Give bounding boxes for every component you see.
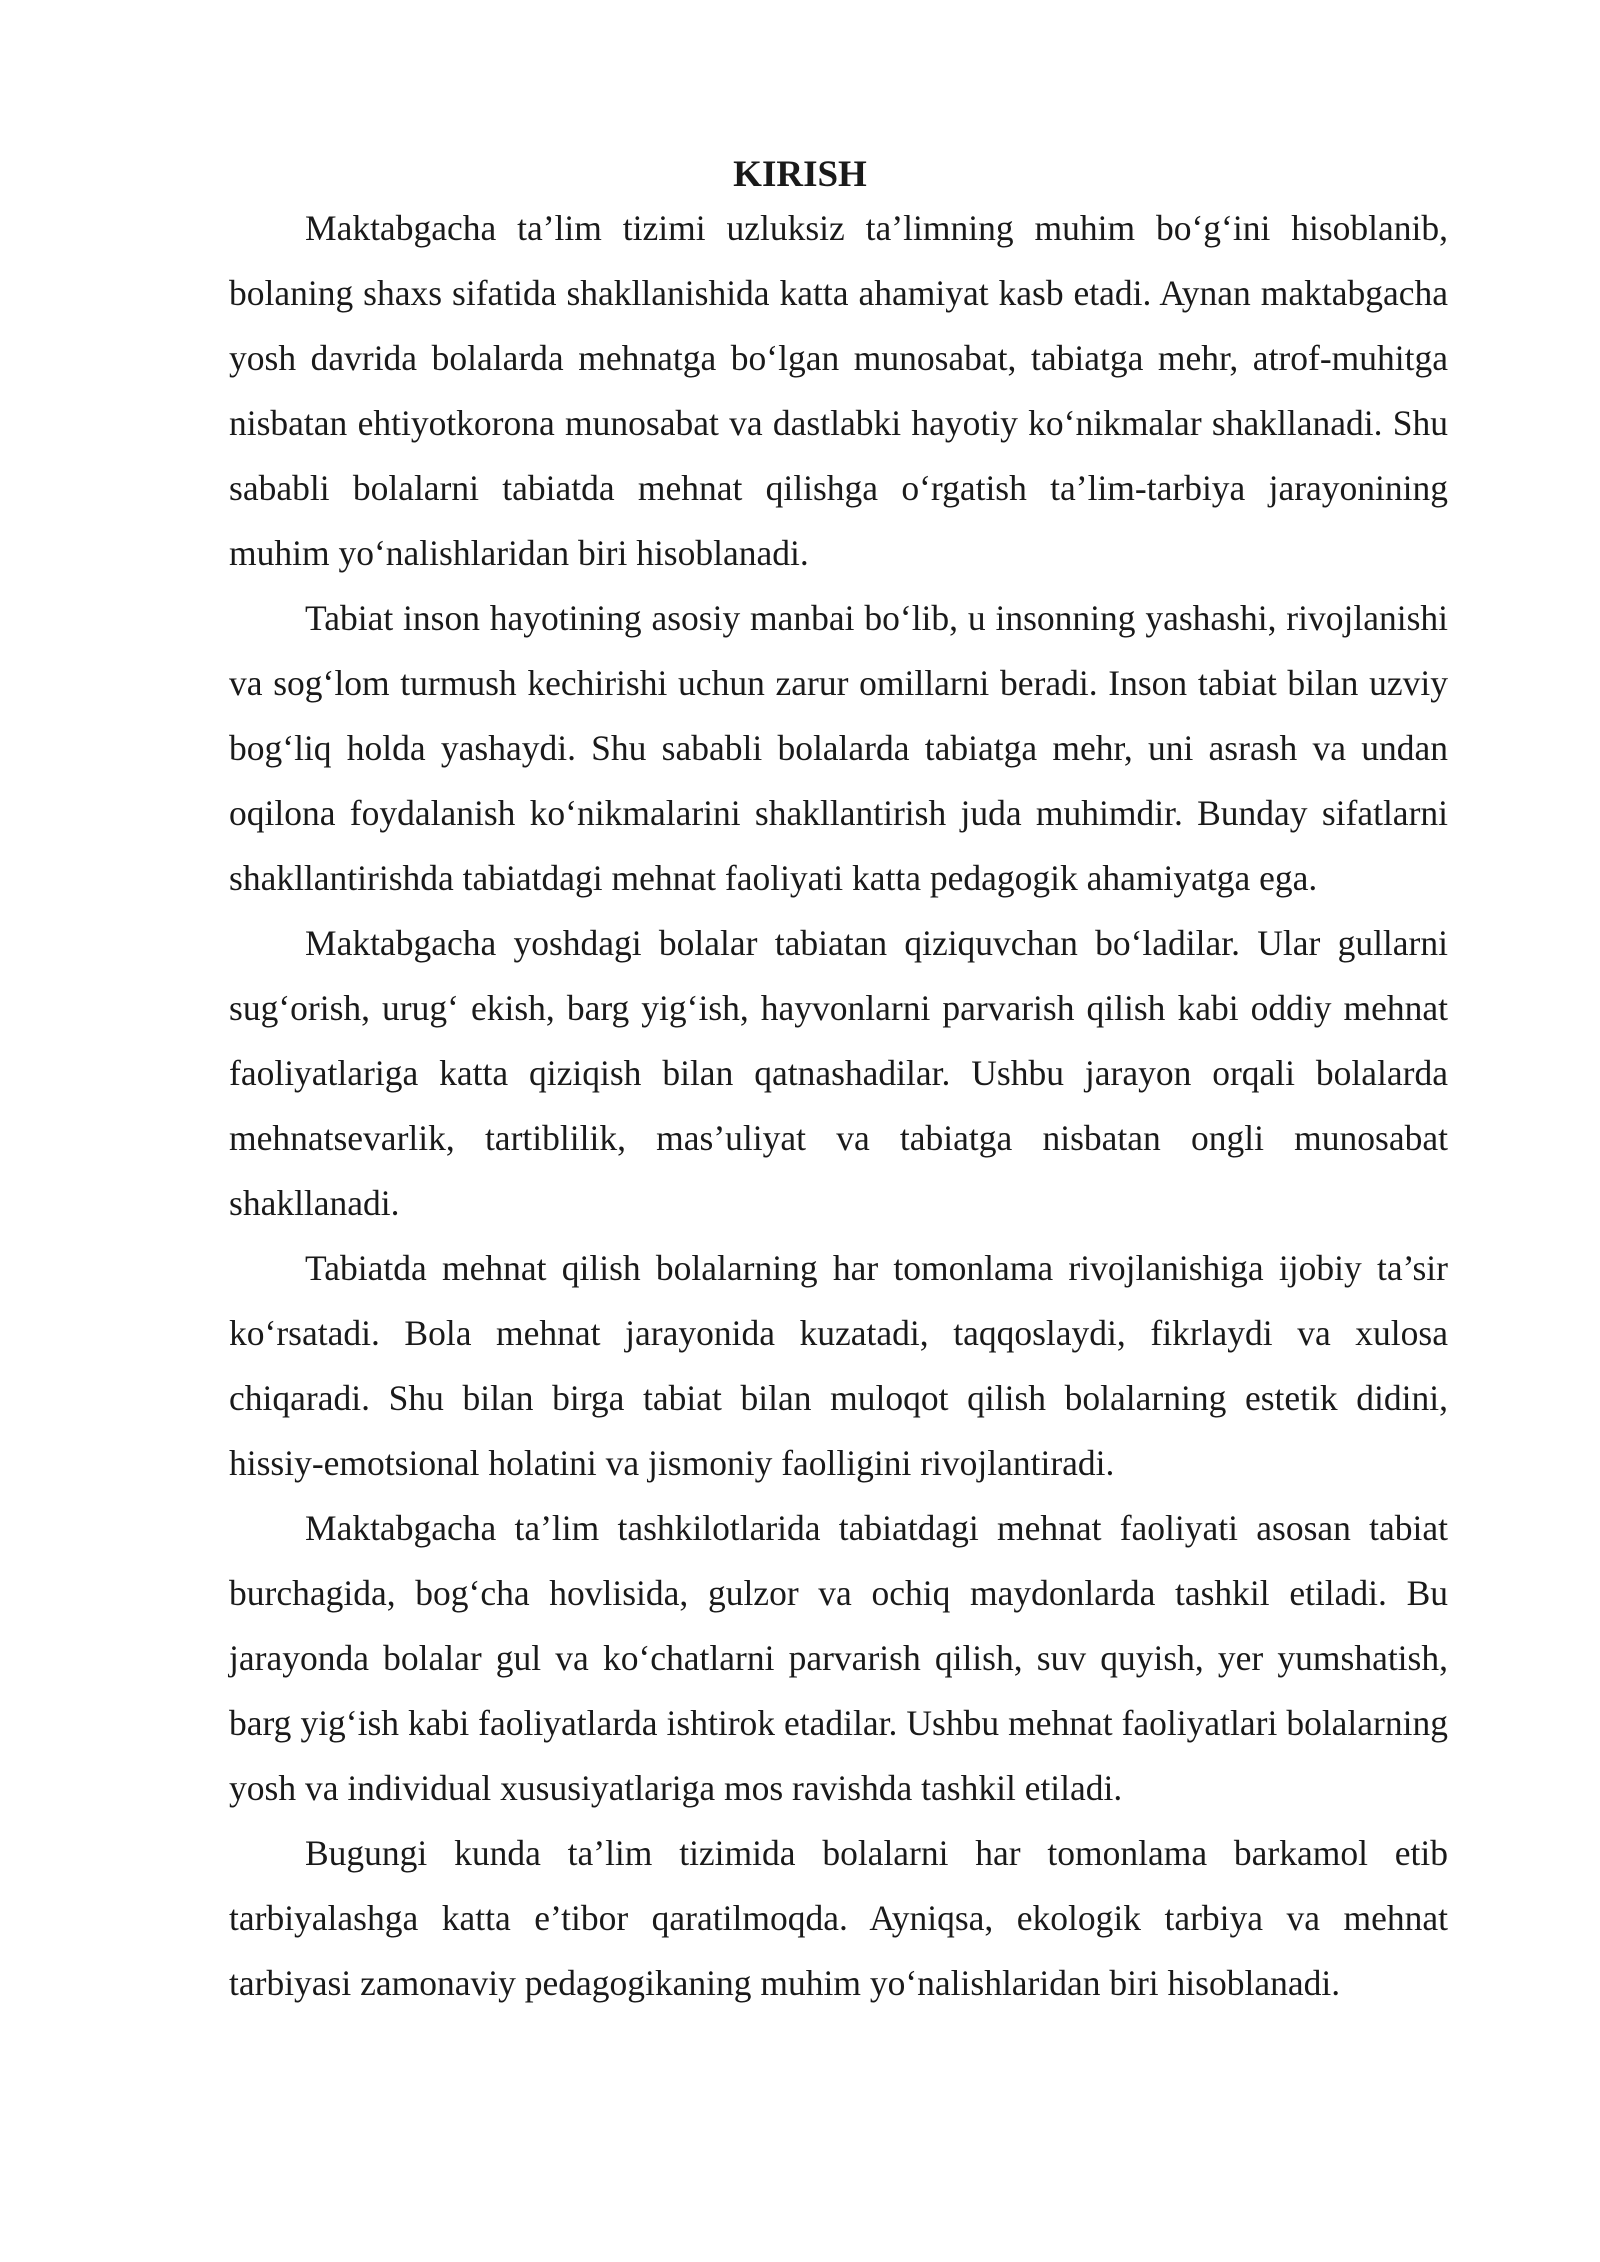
document-heading: KIRISH	[733, 154, 867, 195]
paragraph-6: Bugungi kunda ta’lim tizimida bolalarni har tomonlama barkamol etib tarbiyalashga katta e’tibor qaratilmoqda. Ayniqsa, ekologik tarbiya va mehnat tarbiyasi zamonaviy pedagogikaning muhim yo‘nalishlaridan biri hisoblanadi.	[229, 1833, 1448, 2003]
paragraph-1: Maktabgacha ta’lim tizimi uzluksiz ta’limning muhim bo‘g‘ini hisoblanib, bolaning shaxs sifatida shakllanishida katta ahamiyat kasb etadi. Aynan maktabgacha yosh davrida bolalarda mehnatga bo‘lgan munosabat, tabiatga mehr, atrof-muhitga nisbatan ehtiyotkorona munosabat va dastlabki hayotiy ko‘nikmalar shakllanadi. Shu sababli bolalarni tabiatda mehnat qilishga o‘rgatish ta’lim-tarbiya jarayonining muhim yo‘nalishlaridan biri hisoblanadi.	[229, 208, 1448, 573]
paragraph-2: Tabiat inson hayotining asosiy manbai bo‘lib, u insonning yashashi, rivojlanishi va sog‘lom turmush kechirishi uchun zarur omillarni beradi. Inson tabiat bilan uzviy bog‘liq holda yashaydi. Shu sababli bolalarda tabiatga mehr, uni asrash va undan oqilona foydalanish ko‘nikmalarini shakllantirish juda muhimdir. Bunday sifatlarni shakllantirishda tabiatdagi mehnat faoliyati katta pedagogik ahamiyatga ega.	[229, 598, 1448, 898]
paragraph-5: Maktabgacha ta’lim tashkilotlarida tabiatdagi mehnat faoliyati asosan tabiat burchagida, bog‘cha hovlisida, gulzor va ochiq maydonlarda tashkil etiladi. Bu jarayonda bolalar gul va ko‘chatlarni parvarish qilish, suv quyish, yer yumshatish, barg yig‘ish kabi faoliyatlarda ishtirok etadilar. Ushbu mehnat faoliyatlari bolalarning yosh va individual xususiyatlariga mos ravishda tashkil etiladi.	[229, 1508, 1448, 1808]
paragraph-3: Maktabgacha yoshdagi bolalar tabiatan qiziquvchan bo‘ladilar. Ular gullarni sug‘orish, urug‘ ekish, barg yig‘ish, hayvonlarni parvarish qilish kabi oddiy mehnat faoliyatlariga katta qiziqish bilan qatnashadilar. Ushbu jarayon orqali bolalarda mehnatsevarlik, tartiblilik, mas’uliyat va tabiatga nisbatan ongli munosabat shakllanadi.	[229, 923, 1448, 1223]
paragraph-4: Tabiatda mehnat qilish bolalarning har tomonlama rivojlanishiga ijobiy ta’sir ko‘rsatadi. Bola mehnat jarayonida kuzatadi, taqqoslaydi, fikrlaydi va xulosa chiqaradi. Shu bilan birga tabiat bilan muloqot qilish bolalarning estetik didini, hissiy-emotsional holatini va jismoniy faolligini rivojlantiradi.	[229, 1248, 1448, 1483]
document-body	[229, 196, 1448, 2016]
